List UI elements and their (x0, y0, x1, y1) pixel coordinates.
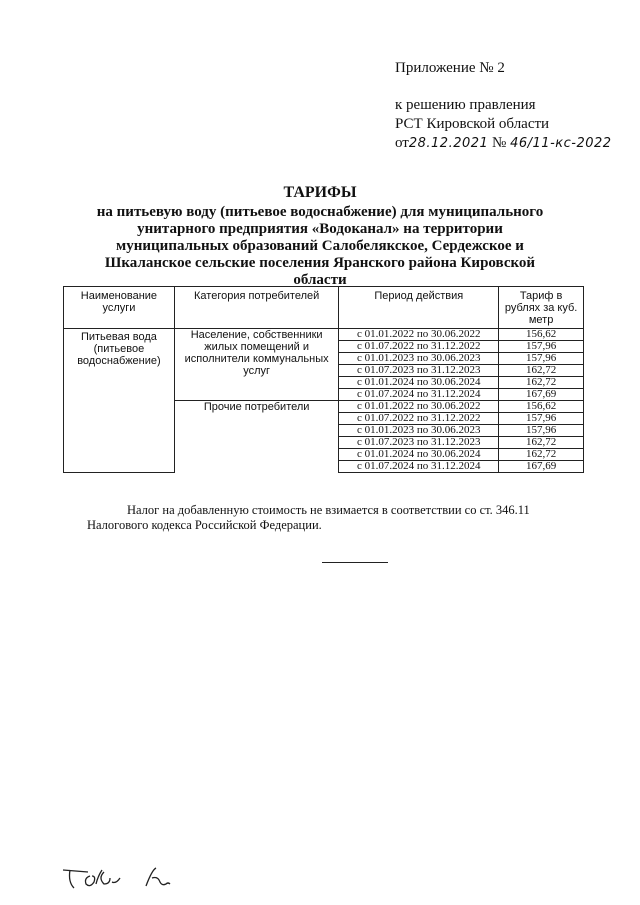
period-cell: с 01.07.2024 по 31.12.2024 (339, 461, 499, 473)
period-cell: с 01.01.2024 по 30.06.2024 (339, 377, 499, 389)
header-period: Период действия (339, 287, 499, 329)
tariff-table (63, 286, 584, 473)
tariff-table-body (64, 329, 584, 473)
tariff-cell: 162,72 (499, 365, 584, 377)
tariff-cell: 156,62 (499, 329, 584, 341)
decision-date-line (395, 135, 612, 154)
table-header-row (64, 287, 584, 329)
period-cell: с 01.07.2023 по 31.12.2023 (339, 365, 499, 377)
tariff-cell: 156,62 (499, 401, 584, 413)
vat-note (87, 503, 589, 533)
period-cell: с 01.07.2024 по 31.12.2024 (339, 389, 499, 401)
decision-line-2: РСТ Кировской области (395, 116, 550, 132)
vat-note-line-2: Налогового кодекса Российской Федерации. (87, 518, 322, 532)
tariff-cell: 162,72 (499, 449, 584, 461)
tariff-cell: 167,69 (499, 461, 584, 473)
handwritten-date: 28.12.2021 (408, 136, 489, 151)
tariff-cell: 162,72 (499, 377, 584, 389)
appendix-number: Приложение № 2 (395, 60, 505, 76)
period-cell: с 01.01.2023 по 30.06.2023 (339, 425, 499, 437)
appendix-block (395, 60, 612, 154)
closing-rule (322, 562, 388, 563)
header-category: Категория потребителей (174, 287, 339, 329)
category-cell: Население, собственники жилых помещений и исполнители коммунальных услуг (174, 329, 339, 401)
tariff-cell: 162,72 (499, 437, 584, 449)
date-prefix: от (395, 135, 409, 151)
period-cell: с 01.07.2022 по 31.12.2022 (339, 341, 499, 353)
category-cell: Прочие потребители (174, 401, 339, 473)
tariff-cell: 157,96 (499, 341, 584, 353)
document-title: ТАРИФЫ (283, 184, 357, 201)
period-cell: с 01.01.2022 по 30.06.2022 (339, 401, 499, 413)
signature-initials (60, 862, 200, 892)
period-cell: с 01.07.2023 по 31.12.2023 (339, 437, 499, 449)
period-cell: с 01.01.2023 по 30.06.2023 (339, 353, 499, 365)
period-cell: с 01.07.2022 по 31.12.2022 (339, 413, 499, 425)
service-name-cell: Питьевая вода (питьевое водоснабжение) (64, 329, 175, 473)
period-cell: с 01.01.2022 по 30.06.2022 (339, 329, 499, 341)
handwritten-number: 46/11-кс-2022 (510, 136, 612, 151)
decision-line-1: к решению правления (395, 97, 536, 113)
document-subtitle: на питьевую воду (питьевое водоснабжение) для муниципального унитарного предприятия «Водоканал» на территории муниципальных образований Салобелякское, Сердежское и Шкаланское сельские поселения Яранского района Кировской области (96, 204, 544, 288)
vat-note-line-1: Налог на добавленную стоимость не взимается в соответствии со ст. 346.11 (127, 503, 530, 517)
table-row (64, 329, 584, 341)
number-prefix: № (492, 135, 507, 151)
period-cell: с 01.01.2024 по 30.06.2024 (339, 449, 499, 461)
tariff-cell: 157,96 (499, 353, 584, 365)
tariff-cell: 167,69 (499, 389, 584, 401)
tariff-cell: 157,96 (499, 413, 584, 425)
header-tariff: Тариф в рублях за куб. метр (499, 287, 584, 329)
tariff-cell: 157,96 (499, 425, 584, 437)
header-service: Наименование услуги (64, 287, 175, 329)
